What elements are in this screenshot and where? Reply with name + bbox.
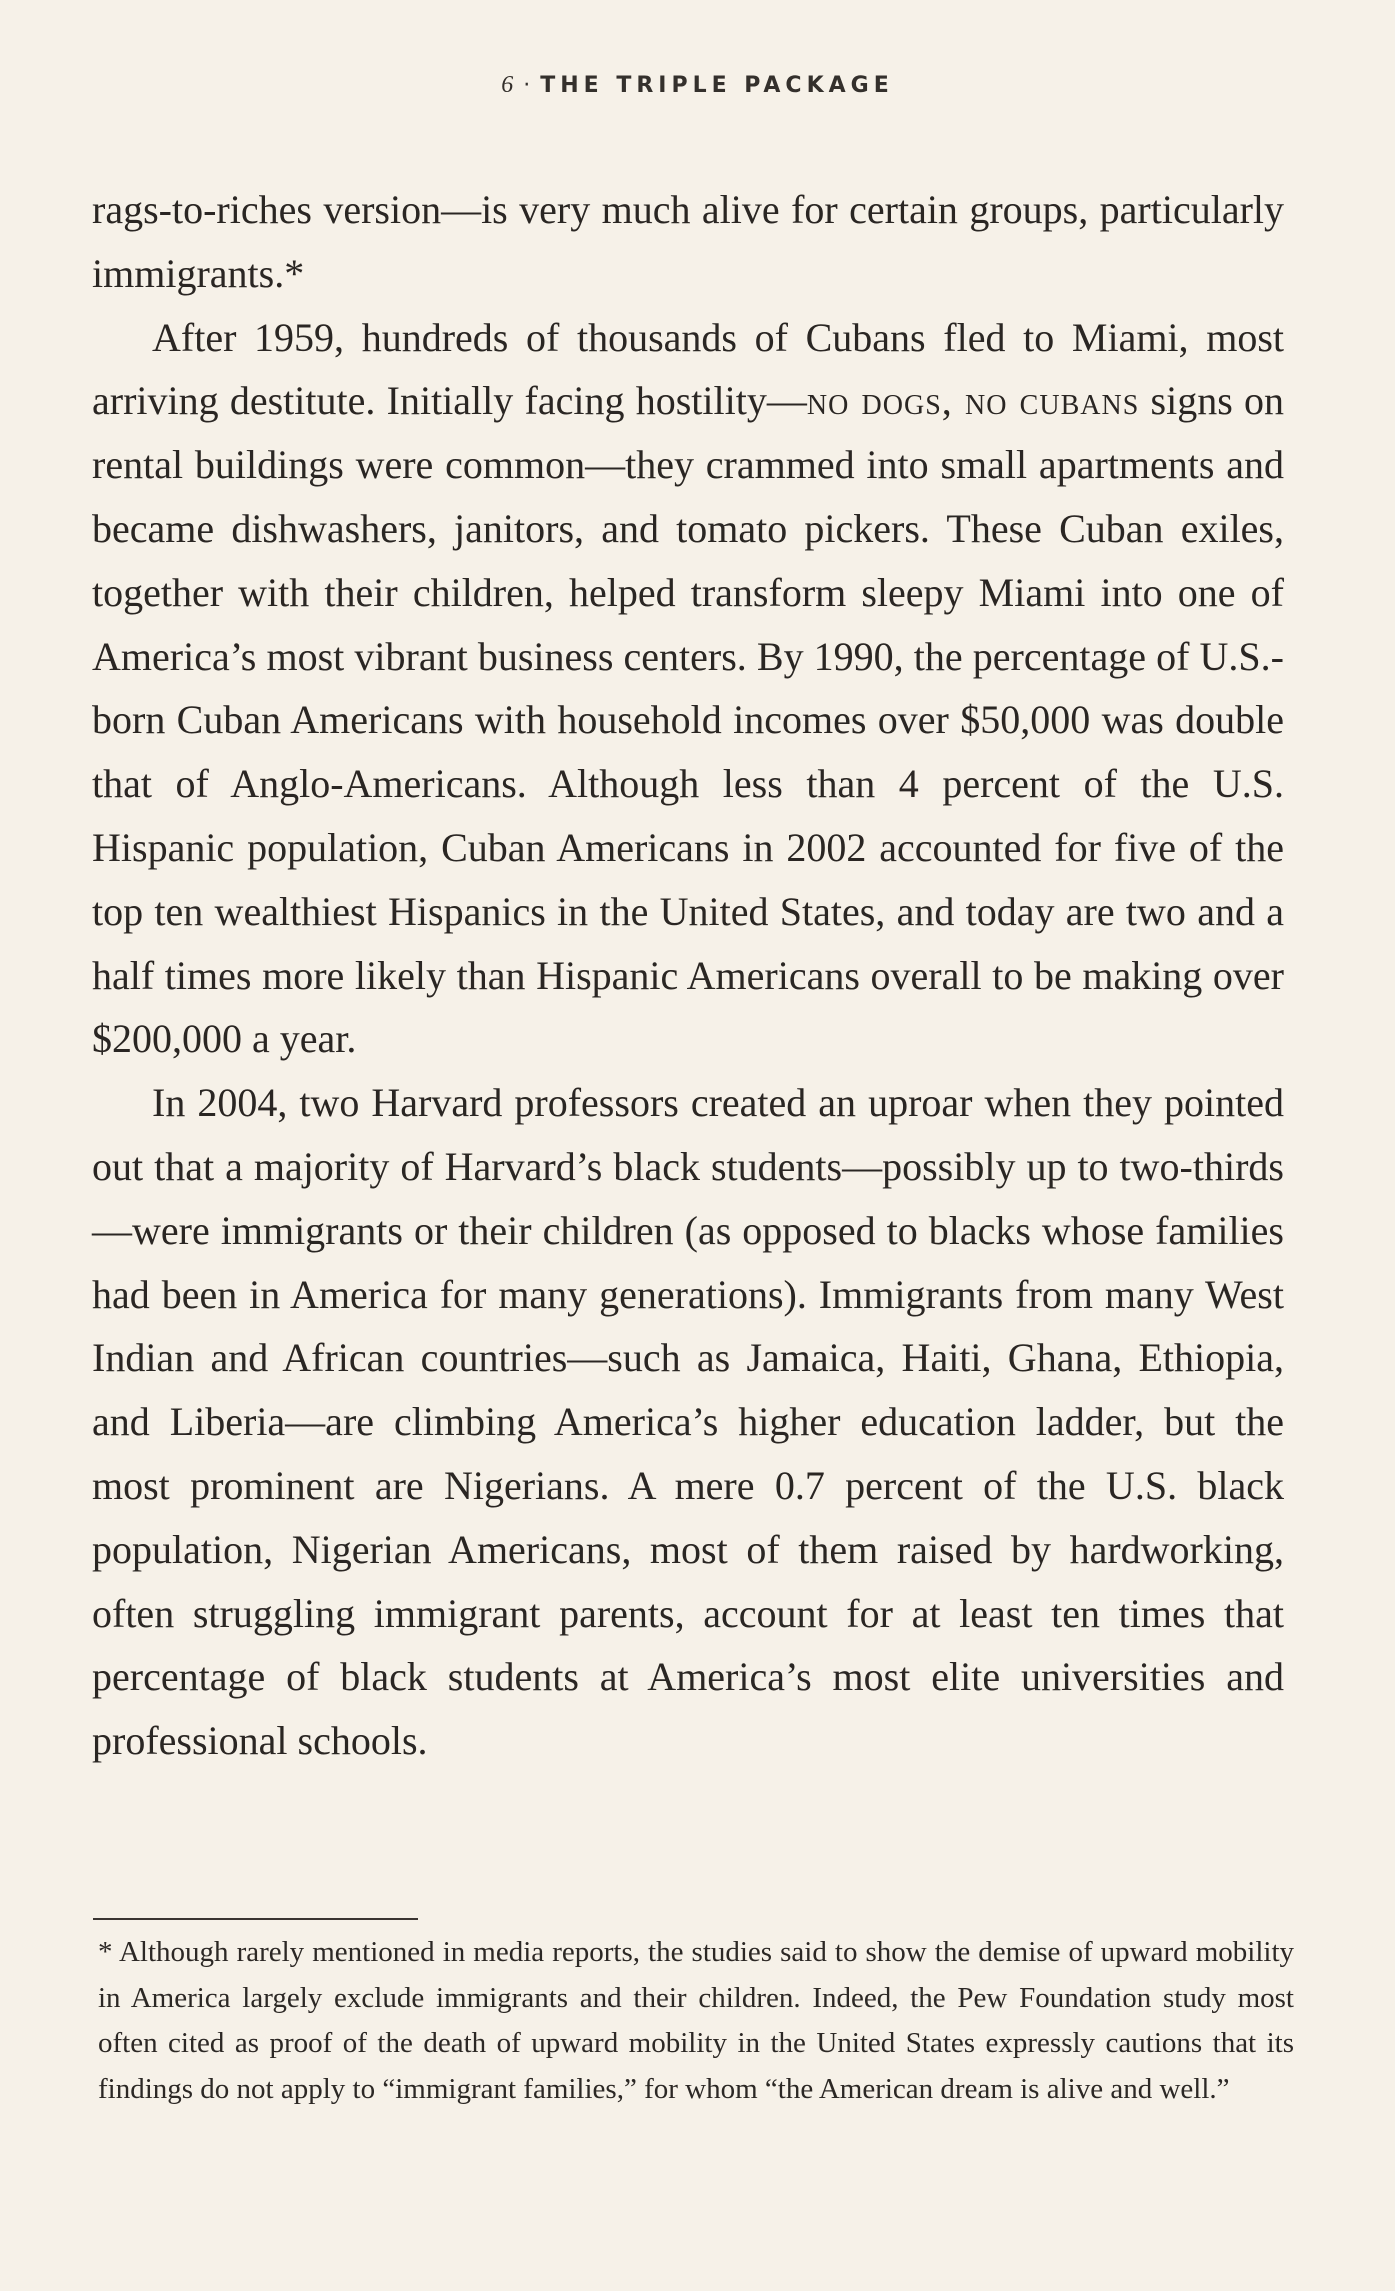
- footnote-divider: [93, 1918, 418, 1920]
- paragraph-harvard: In 2004, two Harvard professors created an uproar when they pointed out that a majority of Harvard’s black students—possibly up to two-thirds—were immigrants or their children (as opposed to blacks whose families had been in America for many generations). Immigrants from many West Indian and African countries—such as Jamaica, Haiti, Ghana, Ethiopia, and Liberia—are climbing America’s higher education ladder, but the most prominent are Nigerians. A mere 0.7 percent of the U.S. black population, Nigerian Americans, most of them raised by hardworking, often struggling immigrant parents, account for at least ten times that percentage of black students at America’s most elite universities and professional schools.: [92, 1080, 1284, 1764]
- header-separator: ·: [523, 73, 531, 98]
- footnote: [98, 1930, 1294, 2112]
- sign-text-smallcaps: no dogs, no cubans: [806, 378, 1140, 424]
- paragraph-cubans-start: After 1959, hundreds of thousands of Cubans fled to Miami, most arriving destitute. Initially facing hostility—: [92, 314, 1284, 424]
- book-title: THE TRIPLE PACKAGE: [540, 73, 894, 98]
- paragraph-cubans-end: signs on rental buildings were common—they crammed into small apartments and became dishwashers, janitors, and tomato pickers. These Cuban exiles, together with their children, helped transform sleepy Miami into one of America’s most vibrant business centers. By 1990, the percentage of U.S.-born Cuban Americans with household incomes over $50,000 was double that of Anglo-Americans. Although less than 4 percent of the U.S. Hispanic population, Cuban Americans in 2002 accounted for five of the top ten wealthiest Hispanics in the United States, and today are two and a half times more likely than Hispanic Americans overall to be making over $200,000 a year.: [92, 378, 1285, 1062]
- paragraph-cubans: [92, 306, 1284, 1072]
- paragraph-continued: rags-to-riches version—is very much alive for certain groups, particularly immigrants.*: [92, 187, 1284, 296]
- body-text: [92, 178, 1284, 1773]
- running-header: [0, 72, 1395, 99]
- page-number: 6: [501, 72, 514, 98]
- footnote-text: * Although rarely mentioned in media reports, the studies said to show the demise of upward mobility in America largely exclude immigrants and their children. Indeed, the Pew Foundation study most often cited as proof of the death of upward mobility in the United States expressly cautions that its findings do not apply to “immigrant families,” for whom “the American dream is alive and well.”: [98, 1936, 1294, 2105]
